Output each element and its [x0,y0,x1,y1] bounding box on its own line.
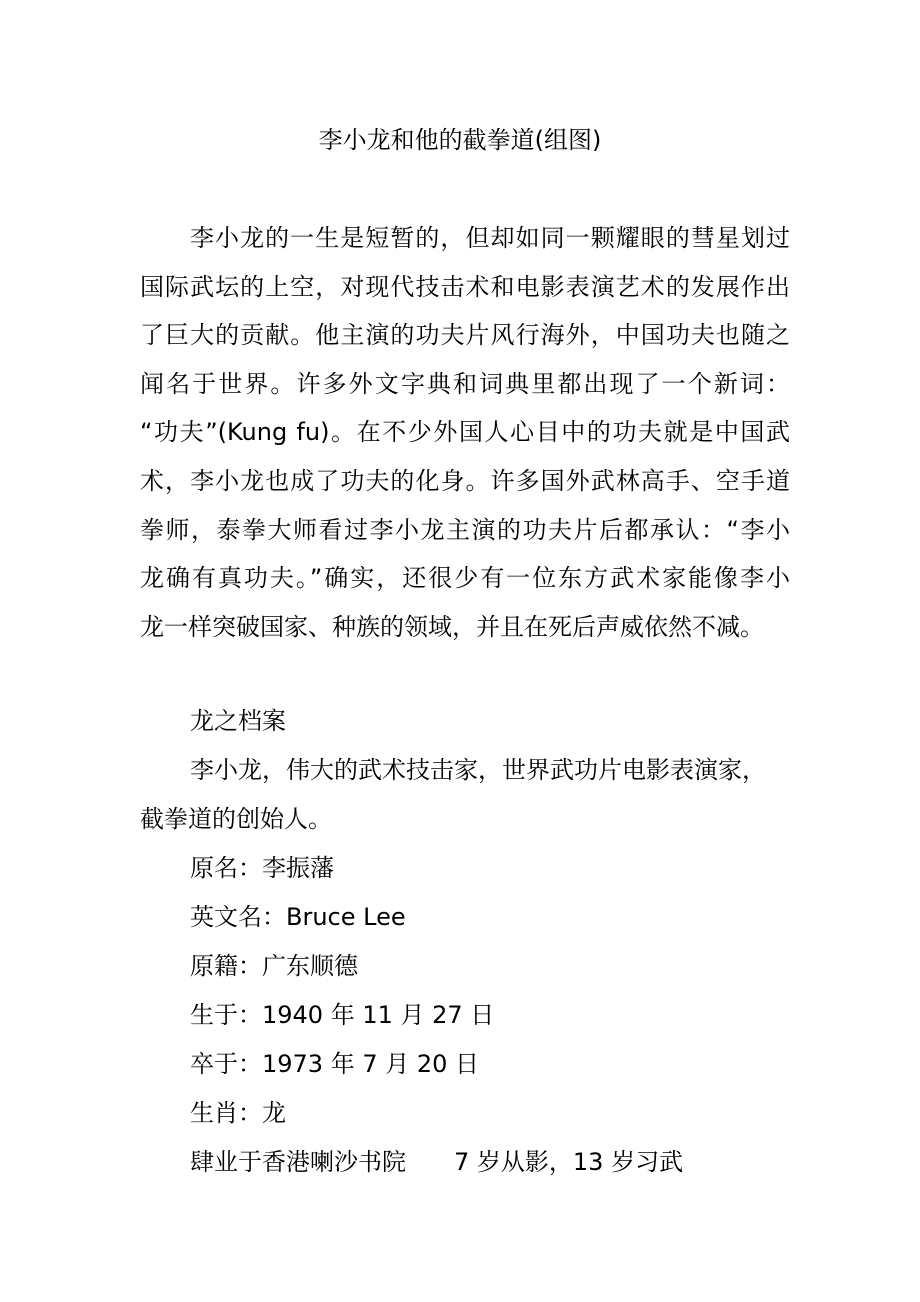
intro-line: 了巨大的贡献。他主演的功夫片风行海外，中国功夫也随之 [140,321,790,350]
profile-english-name: 英文名：Bruce Lee [190,903,406,931]
intro-line: 龙确有真功夫。”确实，还很少有一位东方武术家能像李小 [140,564,790,593]
profile-summary-continued: 截拳道的创始人。 [140,805,332,833]
intro-line: “功夫”(Kung fu)。在不少外国人心目中的功夫就是中国武 [140,418,790,447]
profile-zodiac: 生肖：龙 [190,1099,286,1127]
intro-line: 拳师，泰拳大师看过李小龙主演的功夫片后都承认：“李小 [140,515,790,544]
intro-line: 术，李小龙也成了功夫的化身。许多国外武林高手、空手道 [140,466,790,495]
intro-line: 闻名于世界。许多外文字典和词典里都出现了一个新词： [140,369,790,398]
profile-heading: 龙之档案 [190,707,286,735]
profile-education-career [140,1138,790,1187]
intro-line: 国际武坛的上空，对现代技击术和电影表演艺术的发展作出 [140,272,790,301]
profile-born: 生于：1940 年 11 月 27 日 [190,1001,495,1029]
profile-section [140,697,790,1187]
profile-summary: 李小龙，伟大的武术技击家，世界武功片电影表演家， [190,756,766,784]
article-title: 李小龙和他的截拳道(组图) [318,126,602,154]
profile-career: 7 岁从影，13 岁习武 [454,1148,684,1176]
intro-paragraph [140,214,790,651]
intro-line: 李小龙的一生是短暂的，但却如同一颗耀眼的彗星划过 [190,224,790,252]
profile-school: 肆业于香港喇沙书院 [190,1148,406,1176]
intro-line: 龙一样突破国家、种族的领域，并且在死后声威依然不减。 [140,612,764,641]
profile-original-name: 原名：李振藩 [190,854,334,882]
profile-hometown: 原籍：广东顺德 [190,952,358,980]
profile-died: 卒于：1973 年 7 月 20 日 [190,1050,480,1078]
